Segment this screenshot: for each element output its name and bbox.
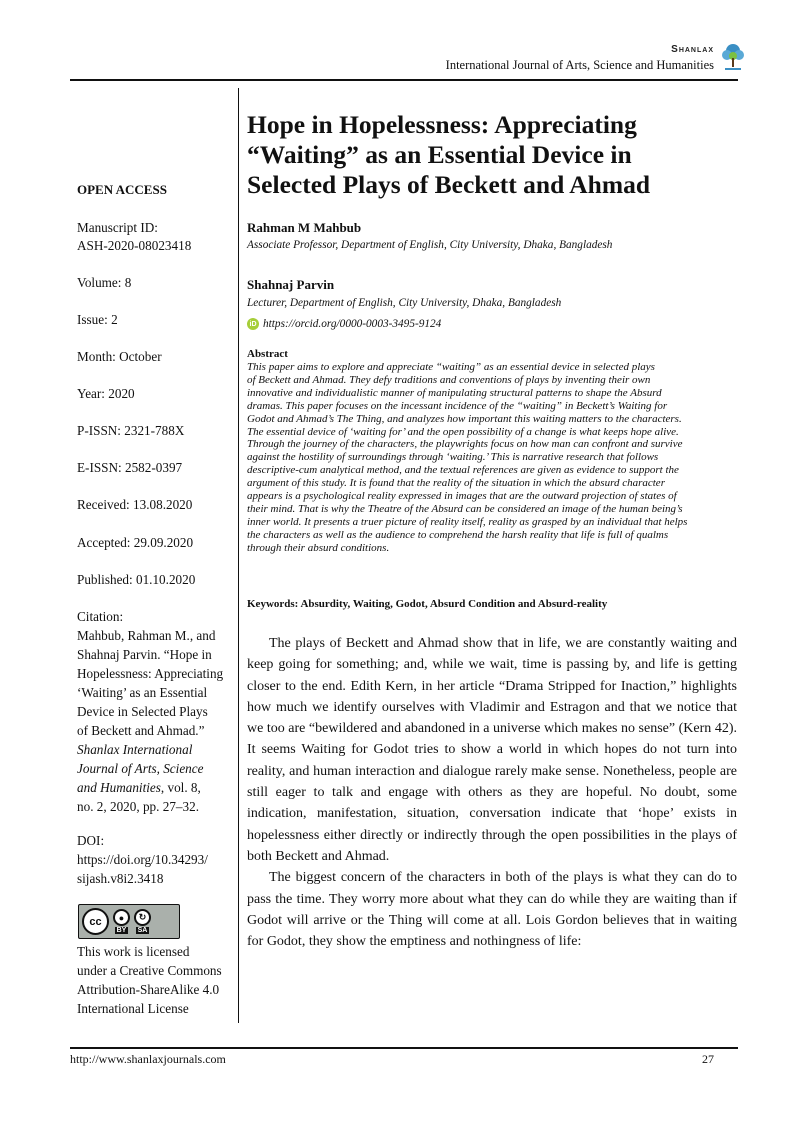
cc-by-sa-license-badge[interactable] (78, 904, 180, 939)
article-body (247, 633, 737, 952)
manuscript-label: Manuscript ID: (77, 220, 158, 235)
citation-line: Device in Selected Plays (77, 704, 208, 719)
keywords: Keywords: Absurdity, Waiting, Godot, Absurd Condition and Absurd-reality (247, 598, 608, 610)
share-alike-icon: ↻ (134, 909, 151, 926)
author-name: Shahnaj Parvin (247, 277, 335, 292)
citation-journal-line: Journal of Arts, Science (77, 761, 204, 776)
orcid-icon: iD (247, 318, 259, 330)
abstract-line: argument of this study. It is found that the reality of the situation in which the absurd character (247, 477, 665, 490)
doi-label: DOI: (77, 833, 105, 848)
abstract-line: Godot and Ahmad’s The Thing, and analyzes how important this waiting matters to the characters. (247, 412, 682, 425)
citation-volume: , vol. 8, (160, 780, 201, 795)
abstract-line: of Beckett and Ahmad. They defy traditions and conventions of plays by inventing their own (247, 373, 651, 386)
citation-line: Hopelessness: Appreciating (77, 666, 224, 681)
open-access-label: OPEN ACCESS (77, 182, 167, 197)
year: Year: 2020 (77, 386, 135, 401)
citation-journal-tail (77, 778, 237, 797)
citation-journal-line: and Humanities (77, 780, 161, 795)
footer-divider (70, 1047, 738, 1049)
header-divider (70, 79, 738, 81)
doi-link[interactable]: sijash.v8i2.3418 (77, 871, 164, 886)
orcid-url[interactable]: https://orcid.org/0000-0003-3495-9124 (263, 318, 442, 330)
e-issn: E-ISSN: 2582-0397 (77, 460, 183, 475)
citation-label: Citation: (77, 609, 124, 624)
published-date: Published: 01.10.2020 (77, 572, 196, 587)
body-paragraph: The biggest concern of the characters in both of the plays is what they can do to pass the time. They worry more about what they can do while they are waiting than if Godot will arrive or the Thing will come at all. Lois Gordon believes that in waiting for Godot, they show the emptiness and nothingness of life: (247, 870, 737, 950)
footer-journal-url[interactable]: http://www.shanlaxjournals.com (70, 1052, 226, 1066)
journal-brand: Shanlax (671, 44, 714, 55)
cc-by-label: BY (116, 927, 127, 934)
issue: Issue: 2 (77, 312, 118, 327)
body-paragraph: The plays of Beckett and Ahmad show that in life, we are constantly waiting and keep going for something; and, while we wait, time is passing by, and life is getting closer to the end. Edith Kern, in her article “Drama Stripped for Inaction,” highlights how much we identify ourselves with Vladimir and Estragon and that we notice that we too are “bewildered and abandoned in a universe which makes no sense” (Kern 42). It seems Waiting for Godot tries to show a world in which hopes do not turn into reality, and human interaction and dialogue rarely make sense. Nonetheless, people are still eager to talk and engage with others as they are hopeful. No doubt, some indication, manifestation, situation, conversation indicate that ‘hope’ exists in hopelessness either directly or indirectly through the open possibilities in the plays of both Beckett and Ahmad. (247, 636, 737, 864)
author-affiliation: Associate Professor, Department of English, City University, Dhaka, Bangladesh (247, 239, 613, 251)
page-number: 27 (702, 1052, 714, 1066)
citation-journal-line: Shanlax International (77, 742, 193, 757)
shanlax-tree-logo-icon (718, 42, 748, 74)
license-line: Attribution-ShareAlike 4.0 (77, 982, 220, 997)
cc-icon: cc (82, 908, 109, 935)
author-affiliation: Lecturer, Department of English, City University, Dhaka, Bangladesh (247, 297, 562, 309)
citation-line: ‘Waiting’ as an Essential (77, 685, 208, 700)
month: Month: October (77, 349, 162, 364)
abstract-heading: Abstract (247, 348, 288, 360)
citation-line: Mahbub, Rahman M., and (77, 628, 216, 643)
abstract-line: innovative and individualistic manner of manipulating structural patterns to shape the Absurd (247, 386, 662, 399)
cc-sa-group (134, 909, 151, 934)
received-date: Received: 13.08.2020 (77, 497, 193, 512)
accepted-date: Accepted: 29.09.2020 (77, 535, 194, 550)
abstract-line: dramas. This paper focuses on the incessant incidence of the “waiting” in Beckett’s Waiting for (247, 399, 668, 412)
cc-sa-label: SA (137, 927, 148, 934)
doi-link[interactable]: https://doi.org/10.34293/ (77, 852, 208, 867)
abstract-line: This paper aims to explore and appreciate “waiting” as an essential device in selected plays (247, 361, 655, 373)
journal-name: International Journal of Arts, Science and Humanities (445, 58, 714, 72)
article-title (247, 110, 717, 200)
abstract-line: descriptive-cum analytical method, and the textual references are given as evidence to support the (247, 464, 679, 477)
citation-pages: no. 2, 2020, pp. 27–32. (77, 799, 199, 814)
title-line: “Waiting” as an Essential Device in (247, 140, 632, 169)
license-line: This work is licensed (77, 944, 190, 959)
abstract-line: their mind. That is why the Theatre of the Absurd can be considered an image of the human being’s (247, 502, 683, 515)
abstract-line: The essential device of ‘waiting for’ and the open possibility of a change is what keeps hope alive. (247, 425, 679, 438)
volume: Volume: 8 (77, 275, 132, 290)
abstract-line: against the hostility of surroundings through ‘waiting.’ This is narrative research that follows (247, 451, 659, 464)
title-line: Selected Plays of Beckett and Ahmad (247, 170, 651, 199)
abstract-line: Through the journey of the characters, the playwrights focus on how man can confront and survive (247, 438, 683, 451)
license-line: International License (77, 1001, 189, 1016)
abstract-line: inner world. It presents a truer picture of reality itself, reality as grasped by an individual that helps (247, 515, 688, 528)
license-text (77, 942, 247, 1018)
manuscript-id: ASH-2020-08023418 (77, 238, 192, 253)
sidebar-divider (238, 88, 239, 1023)
author-name: Rahman M Mahbub (247, 220, 362, 235)
title-line: Hope in Hopelessness: Appreciating (247, 110, 637, 139)
abstract-line: appears is a psychological reality expressed in images that are the outward projection of states of (247, 490, 677, 503)
abstract-line: through their absurd conditions. (247, 541, 390, 554)
orcid-link[interactable] (247, 318, 441, 330)
abstract-body (247, 361, 737, 555)
citation-line: Shahnaj Parvin. “Hope in (77, 647, 212, 662)
doi-block (77, 831, 208, 888)
attribution-person-icon: ● (113, 909, 130, 926)
p-issn: P-ISSN: 2321-788X (77, 423, 185, 438)
citation-block (77, 607, 237, 816)
license-line: under a Creative Commons (77, 963, 222, 978)
cc-by-group (113, 909, 130, 934)
citation-line: of Beckett and Ahmad.” (77, 723, 205, 738)
abstract-line: the characters as well as the audience to comprehend the harsh reality that life is full of qualms (247, 528, 669, 541)
